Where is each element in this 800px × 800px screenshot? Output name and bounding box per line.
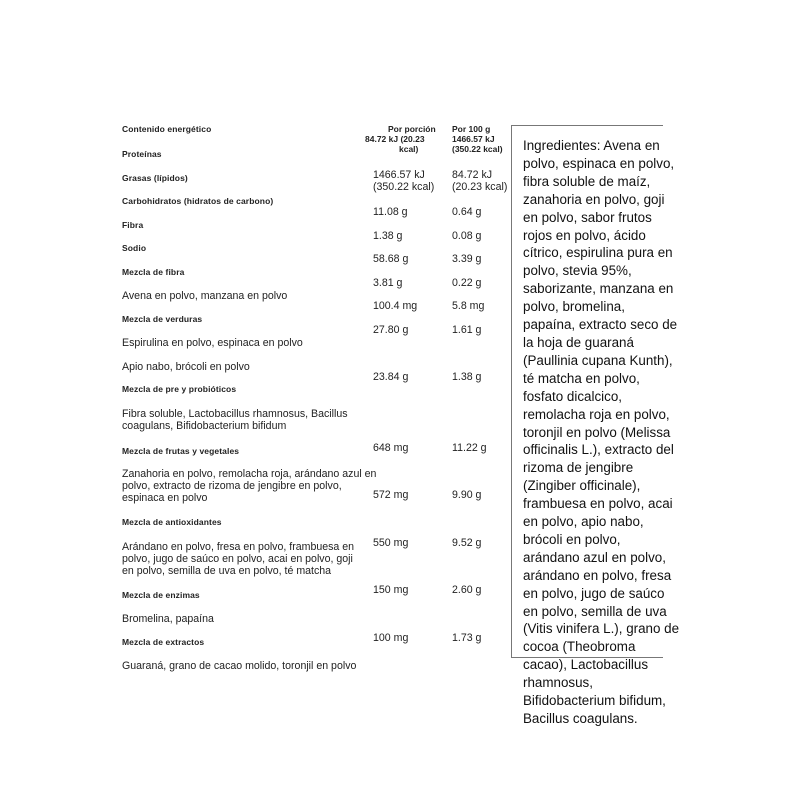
label-mezcla-verduras: Mezcla de verduras xyxy=(122,314,203,324)
ingredients-line: polvo, stevia 95%, xyxy=(523,263,632,279)
ingredients-line: arándano azul en polvo, xyxy=(523,549,666,565)
ingredients-line: papaína, extracto seco de xyxy=(523,317,678,333)
energy-label: Contenido energético xyxy=(122,124,212,134)
value-11-portion: 150 mg xyxy=(373,584,409,596)
desc-pre-pro-line-2: coagulans, Bifidobacterium bifidum xyxy=(122,420,287,432)
ingredients-line: rojos en polvo, ácido xyxy=(523,227,646,243)
label-fibra: Fibra xyxy=(122,220,144,230)
ingredients-line: cítrico, espirulina pura en xyxy=(523,245,673,261)
ingredients-line: frambuesa en polvo, acai xyxy=(523,496,673,512)
desc-pre-pro-line-1: Fibra soluble, Lactobacillus rhamnosus, Bacillus xyxy=(122,408,348,420)
value-10-100g: 9.52 g xyxy=(452,537,482,549)
ingredients-line: zanahoria en polvo, goji xyxy=(523,191,665,207)
per-portion-energy: 84.72 kJ (20.23 xyxy=(365,134,425,144)
ingredients-line: (Paullinia cupana Kunth), xyxy=(523,352,673,368)
value-9-100g: 9.90 g xyxy=(452,489,482,501)
ingredients-line: en polvo, semilla de uva xyxy=(523,603,667,619)
ingredients-line: arándano en polvo, fresa xyxy=(523,567,672,583)
label-grasas: Grasas (lípidos) xyxy=(122,173,188,183)
ingredients-line: saborizante, manzana en xyxy=(523,281,674,297)
label-mezcla-extractos: Mezcla de extractos xyxy=(122,637,205,647)
value-grasas-portion-kj: 1466.57 kJ xyxy=(373,169,425,181)
ingredients-line: toronjil en polvo (Melissa xyxy=(523,424,671,440)
value-grasas-portion xyxy=(373,169,434,193)
value-4-100g: 0.22 g xyxy=(452,277,482,289)
per-100g-label: Por 100 g xyxy=(452,124,491,134)
label-carbohidratos: Carbohidratos (hidratos de carbono) xyxy=(122,196,274,206)
ingredients-line: polvo, espinaca en polvo, xyxy=(523,155,675,171)
desc-antiox-line-2: polvo, jugo de saúco en polvo, acai en polvo, goji xyxy=(122,553,353,565)
desc-frutas-line-2: polvo, extracto de rizoma de jengibre en polvo, xyxy=(122,480,342,492)
desc-mezcla-fibra: Avena en polvo, manzana en polvo xyxy=(122,290,288,302)
ingredients-line: (Vitis vinifera L.), grano de xyxy=(523,621,680,637)
desc-antiox-line-3: en polvo, semilla de uva en polvo, té matcha xyxy=(122,565,332,577)
per-portion-header xyxy=(365,124,436,154)
desc-extractos: Guaraná, grano de cacao molido, toronjil en polvo xyxy=(122,660,357,672)
ingredients-line: brócoli en polvo, xyxy=(523,531,621,547)
value-8-100g: 11.22 g xyxy=(452,442,487,454)
desc-verduras-2: Apio nabo, brócoli en polvo xyxy=(122,361,250,373)
label-mezcla-antiox: Mezcla de antioxidantes xyxy=(122,517,222,527)
value-11-100g: 2.60 g xyxy=(452,584,482,596)
desc-pre-pro xyxy=(122,408,348,432)
label-mezcla-fibra: Mezcla de fibra xyxy=(122,267,185,277)
per-100g-kcal: (350.22 kcal) xyxy=(452,144,503,154)
label-mezcla-enzimas: Mezcla de enzimas xyxy=(122,590,200,600)
ingredients-line: en polvo, apio nabo, xyxy=(523,514,644,530)
ingredients-line: polvo, bromelina, xyxy=(523,299,625,315)
value-4-portion: 3.81 g xyxy=(373,277,403,289)
ingredients-line: Bacillus coagulans. xyxy=(523,711,638,726)
value-8-portion: 648 mg xyxy=(373,442,409,454)
ingredients-line: Bifidobacterium bifidum, xyxy=(523,693,666,709)
value-12-100g: 1.73 g xyxy=(452,632,482,644)
ingredients-line: rizoma de jengibre xyxy=(523,460,634,476)
desc-antiox xyxy=(122,541,354,577)
ingredients-line: Ingredientes: Avena en xyxy=(523,138,660,153)
ingredients-line: la hoja de guaraná xyxy=(523,334,634,350)
per-portion-label: Por porción xyxy=(388,124,436,134)
desc-frutas xyxy=(122,468,376,504)
value-2-portion: 1.38 g xyxy=(373,230,403,242)
desc-frutas-line-1: Zanahoria en polvo, remolacha roja, arándano azul en xyxy=(122,468,377,480)
ingredients-line: rhamnosus, xyxy=(523,675,593,691)
per-100g-energy: 1466.57 kJ xyxy=(452,134,495,144)
ingredients-line: fibra soluble de maíz, xyxy=(523,173,651,189)
value-5-100g: 5.8 mg xyxy=(452,300,485,312)
ingredients-line: remolacha roja en polvo, xyxy=(523,406,670,422)
value-3-100g: 3.39 g xyxy=(452,253,482,265)
value-1-portion: 11.08 g xyxy=(373,206,408,218)
ingredients-line: officinalis L.), extracto del xyxy=(523,442,674,458)
desc-antiox-line-1: Arándano en polvo, fresa en polvo, frambuesa en xyxy=(122,541,355,553)
value-10-portion: 550 mg xyxy=(373,537,409,549)
ingredients-text xyxy=(523,137,685,728)
label-sodio: Sodio xyxy=(122,243,147,253)
desc-frutas-line-3: espinaca en polvo xyxy=(122,492,208,504)
label-mezcla-pre-pro: Mezcla de pre y probióticos xyxy=(122,384,237,394)
ingredients-line: en polvo, jugo de saúco xyxy=(523,585,665,601)
value-2-100g: 0.08 g xyxy=(452,230,482,242)
value-12-portion: 100 mg xyxy=(373,632,409,644)
per-portion-kcal: kcal) xyxy=(399,144,419,154)
value-grasas-100g-kcal: (20.23 kcal) xyxy=(452,181,508,193)
ingredients-line: cocoa (Theobroma xyxy=(523,639,636,655)
value-3-portion: 58.68 g xyxy=(373,253,409,265)
value-7-100g: 1.38 g xyxy=(452,371,482,383)
desc-enzimas: Bromelina, papaína xyxy=(122,613,214,625)
label-mezcla-frutas: Mezcla de frutas y vegetales xyxy=(122,446,240,456)
value-grasas-100g-kj: 84.72 kJ xyxy=(452,169,493,181)
ingredients-line: (Zingiber officinale), xyxy=(523,478,641,494)
value-6-portion: 27.80 g xyxy=(373,324,409,336)
ingredients-line: fosfato dicalcico, xyxy=(523,388,622,404)
ingredients-line: cacao), Lactobacillus xyxy=(523,657,649,673)
per-100g-header xyxy=(452,124,503,154)
ingredients-line: en polvo, sabor frutos xyxy=(523,209,652,225)
value-1-100g: 0.64 g xyxy=(452,206,482,218)
value-grasas-portion-kcal: (350.22 kcal) xyxy=(373,181,435,193)
value-5-portion: 100.4 mg xyxy=(373,300,418,312)
value-grasas-100g xyxy=(452,169,507,193)
value-7-portion: 23.84 g xyxy=(373,371,409,383)
label-proteinas: Proteínas xyxy=(122,149,162,159)
desc-verduras-1: Espirulina en polvo, espinaca en polvo xyxy=(122,337,303,349)
value-6-100g: 1.61 g xyxy=(452,324,482,336)
ingredients-line: té matcha en polvo, xyxy=(523,370,640,386)
value-9-portion: 572 mg xyxy=(373,489,409,501)
